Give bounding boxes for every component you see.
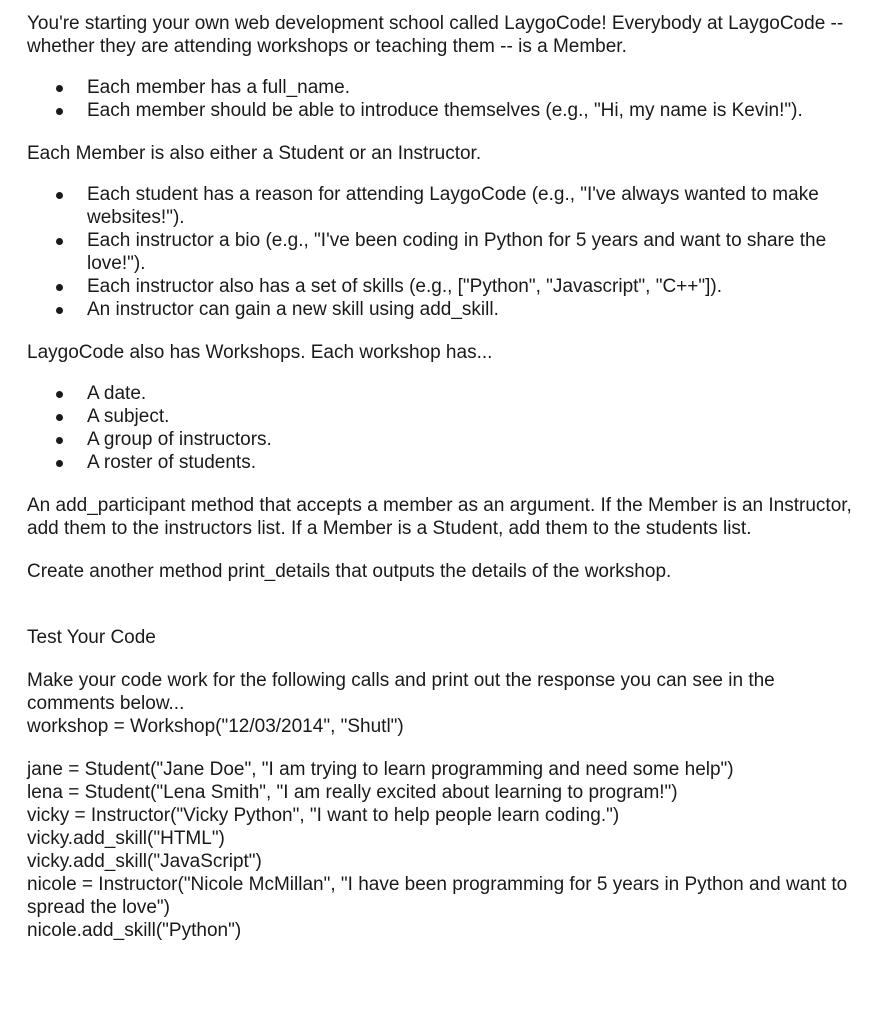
code-line: lena = Student("Lena Smith", "I am really excited about learning to program!") <box>27 782 678 803</box>
workshop-bullet-list <box>27 382 853 474</box>
code-line-workshop: workshop = Workshop("12/03/2014", "Shutl") <box>27 716 404 737</box>
list-item: A subject. <box>87 405 853 428</box>
intro-paragraph: You're starting your own web development school called LaygoCode! Everybody at LaygoCode -- whether they are attending workshops or teaching them -- is a Member. <box>27 13 844 57</box>
code-line: vicky = Instructor("Vicky Python", "I want to help people learn coding.") <box>27 805 620 826</box>
member-bullet-list <box>27 76 853 122</box>
list-item: Each student has a reason for attending LaygoCode (e.g., "I've always wanted to make websites!"). <box>87 183 853 229</box>
code-line: jane = Student("Jane Doe", "I am trying to learn programming and need some help") <box>27 759 734 780</box>
list-item: A group of instructors. <box>87 428 853 451</box>
test-heading: Test Your Code <box>27 627 156 648</box>
list-item: A roster of students. <box>87 451 853 474</box>
spacer <box>27 583 853 606</box>
list-item: Each instructor also has a set of skills (e.g., ["Python", "Javascript", "C++"]). <box>87 275 853 298</box>
list-item: Each member should be able to introduce themselves (e.g., "Hi, my name is Kevin!"). <box>87 99 853 122</box>
member-roles-paragraph: Each Member is also either a Student or an Instructor. <box>27 143 482 164</box>
list-item: Each member has a full_name. <box>87 76 853 99</box>
code-line: vicky.add_skill("HTML") <box>27 828 225 849</box>
workshops-paragraph: LaygoCode also has Workshops. Each workshop has... <box>27 342 493 363</box>
print-details-paragraph: Create another method print_details that outputs the details of the workshop. <box>27 561 672 582</box>
spacer <box>27 738 853 758</box>
code-line: vicky.add_skill("JavaScript") <box>27 851 262 872</box>
role-bullet-list <box>27 183 853 321</box>
code-line: nicole.add_skill("Python") <box>27 920 242 941</box>
list-item: Each instructor a bio (e.g., "I've been coding in Python for 5 years and want to share the love!"). <box>87 229 853 275</box>
test-instructions: Make your code work for the following calls and print out the response you can see in the comments below... <box>27 670 775 714</box>
list-item: A date. <box>87 382 853 405</box>
add-participant-paragraph: An add_participant method that accepts a member as an argument. If the Member is an Instructor, add them to the instructors list. If a Member is a Student, add them to the students list. <box>27 495 852 539</box>
code-line: nicole = Instructor("Nicole McMillan", "I have been programming for 5 years in Python and want to spread the love") <box>27 874 848 918</box>
list-item: An instructor can gain a new skill using add_skill. <box>87 298 853 321</box>
